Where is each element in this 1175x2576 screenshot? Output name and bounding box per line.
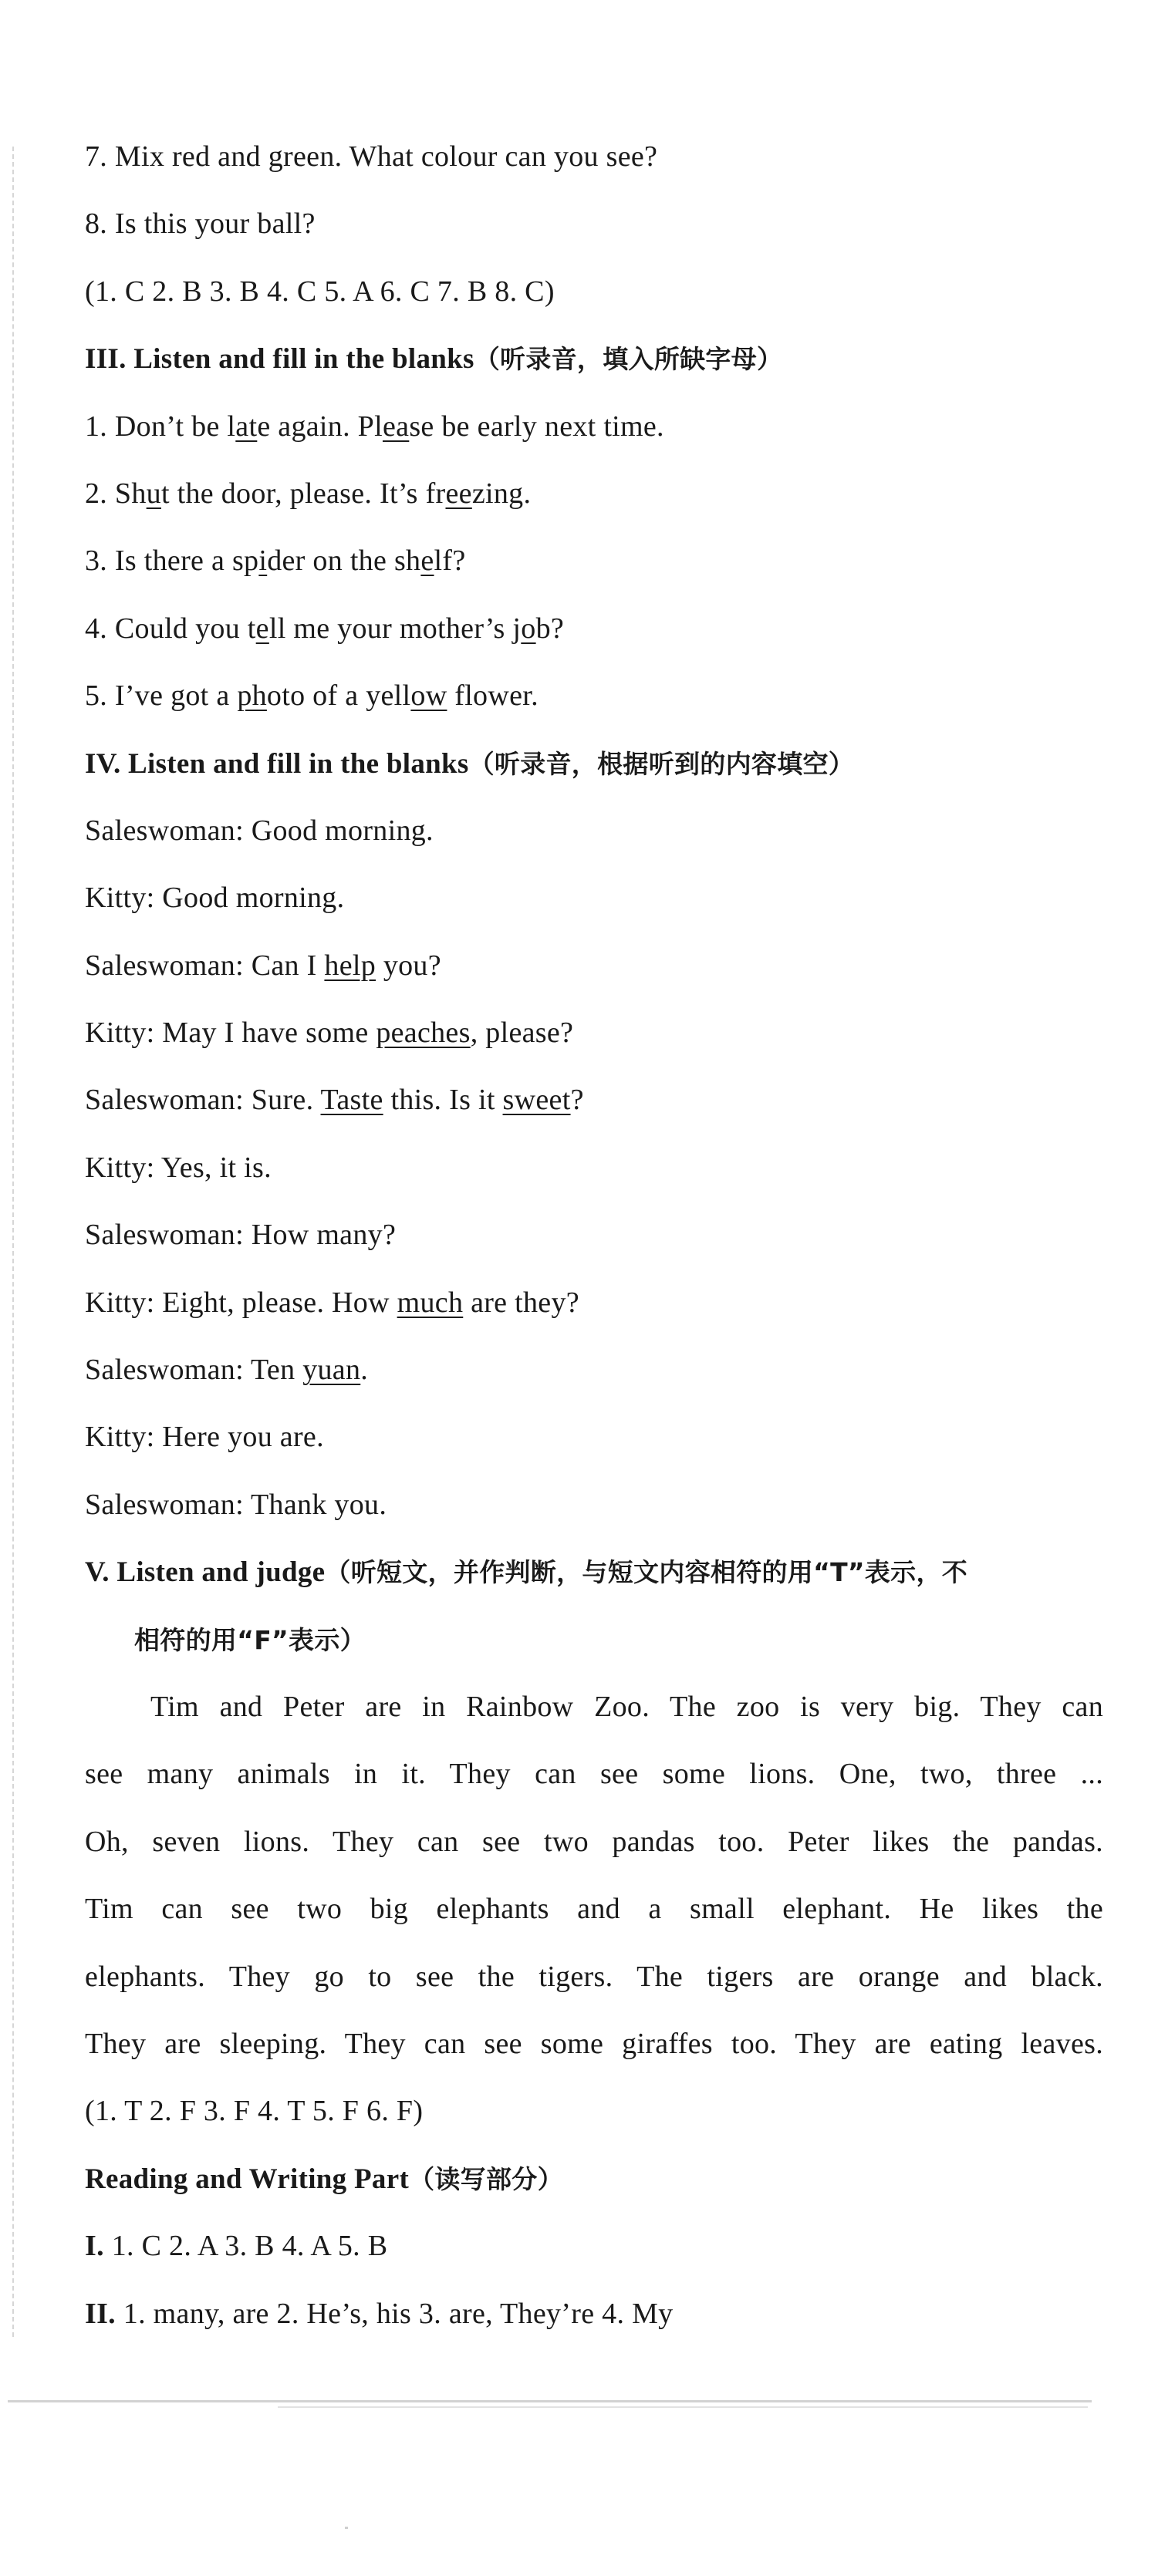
blank-answer: yuan (302, 1354, 361, 1387)
blank-answer: help (324, 949, 376, 982)
dialogue-line: Saleswoman: Sure. Taste this. Is it sweet? (85, 1084, 584, 1117)
binding-margin-line (12, 147, 14, 2337)
dialogue-line: Saleswoman: Thank you. (85, 1488, 387, 1521)
dialogue-line: Kitty: Yes, it is. (85, 1151, 272, 1184)
blank-answer: peaches (376, 1017, 471, 1050)
blank-answer: o (521, 612, 536, 645)
page-bottom-rule-secondary (278, 2406, 1088, 2408)
passage-line: They are sleeping. They can see some giraffes too. They are eating leaves. (85, 2027, 1103, 2060)
passage-line: Oh, seven lions. They can see two pandas too. Peter likes the pandas. (85, 1825, 1103, 1858)
reading-part-2-answers: II. 1. many, are 2. He’s, his 3. are, They’re 4. My (85, 2297, 674, 2330)
reading-part-1-answers: I. 1. C 2. A 3. B 4. A 5. B (85, 2230, 388, 2263)
passage-line: Tim can see two big elephants and a small elephant. He likes the (85, 1893, 1103, 1926)
section-5-heading-cont (85, 1607, 1103, 1674)
dialogue-line: Kitty: Eight, please. How much are they? (85, 1286, 579, 1319)
blank-answer: ow (410, 679, 447, 713)
blank-answer: much (397, 1286, 464, 1319)
passage-line: Tim and Peter are in Rainbow Zoo. The zoo is very big. They can (150, 1690, 1103, 1723)
section-4-title: IV. Listen and fill in the blanks (85, 747, 469, 780)
blank-answer: i (258, 545, 268, 578)
section-5-title: V. Listen and judge (85, 1556, 326, 1589)
blank-answer: Taste (320, 1084, 383, 1117)
fill-blank-item-5: 5. I’ve got a photo of a yellow flower. (85, 679, 539, 713)
dialogue-line: Saleswoman: Good morning. (85, 814, 434, 847)
section-5-instruction: （听短文，并作判断，与短文内容相符的用“T”表示，不 (325, 1557, 968, 1588)
blank-answer: at (235, 410, 258, 443)
fill-blank-item-2: 2. Shut the door, please. It’s freezing. (85, 477, 532, 510)
question-7: 7. Mix red and green. What colour can you see? (85, 140, 658, 173)
fill-blank-item-1: 1. Don’t be late again. Please be early next time. (85, 410, 664, 443)
blank-answer: sweet (502, 1084, 571, 1117)
dialogue-line: Kitty: Good morning. (85, 882, 345, 915)
part-2-label: II. (85, 2297, 116, 2330)
blank-answer: ee (445, 477, 472, 510)
blank-answer: ph (237, 679, 267, 713)
section-4-heading (85, 730, 1103, 797)
question-8: 8. Is this your ball? (85, 207, 316, 241)
section-4-instruction: （听录音，根据听到的内容填空） (468, 748, 855, 779)
reading-writing-heading (85, 2146, 1103, 2213)
dialogue-line: Saleswoman: Ten yuan. (85, 1354, 369, 1387)
scan-speck (345, 2527, 348, 2529)
dialogue-line: Kitty: May I have some peaches, please? (85, 1017, 574, 1050)
passage-line: see many animals in it. They can see some lions. One, two, three ... (85, 1758, 1103, 1791)
passage-line: elephants. They go to see the tigers. The tigers are orange and black. (85, 1960, 1103, 1993)
section-3-title: III. Listen and fill in the blanks (85, 343, 474, 376)
blank-answer: e (420, 545, 434, 578)
section-3-instruction: （听录音，填入所缺字母） (474, 344, 783, 375)
section-5-answers: (1. T 2. F 3. F 4. T 5. F 6. F) (85, 2095, 424, 2128)
blank-answer: ea (382, 410, 410, 443)
section-5-instruction-cont: 相符的用“F”表示） (134, 1624, 366, 1655)
fill-blank-item-4: 4. Could you tell me your mother’s job? (85, 612, 565, 645)
blank-answer: u (146, 477, 161, 510)
section-5-heading (85, 1539, 1103, 1606)
blank-answer: e (255, 612, 269, 645)
section-3-heading (85, 325, 1103, 393)
reading-writing-instruction: （读写部分） (409, 2163, 563, 2194)
page-bottom-rule (8, 2400, 1092, 2402)
dialogue-line: Saleswoman: How many? (85, 1219, 397, 1252)
answer-key-page (85, 123, 1103, 2348)
section-2-answers: (1. C 2. B 3. B 4. C 5. A 6. C 7. B 8. C) (85, 275, 555, 308)
reading-writing-title: Reading and Writing Part (85, 2163, 410, 2195)
dialogue-line: Kitty: Here you are. (85, 1421, 324, 1454)
part-1-label: I. (85, 2230, 104, 2263)
dialogue-line: Saleswoman: Can I help you? (85, 949, 441, 982)
fill-blank-item-3: 3. Is there a spider on the shelf? (85, 545, 466, 578)
